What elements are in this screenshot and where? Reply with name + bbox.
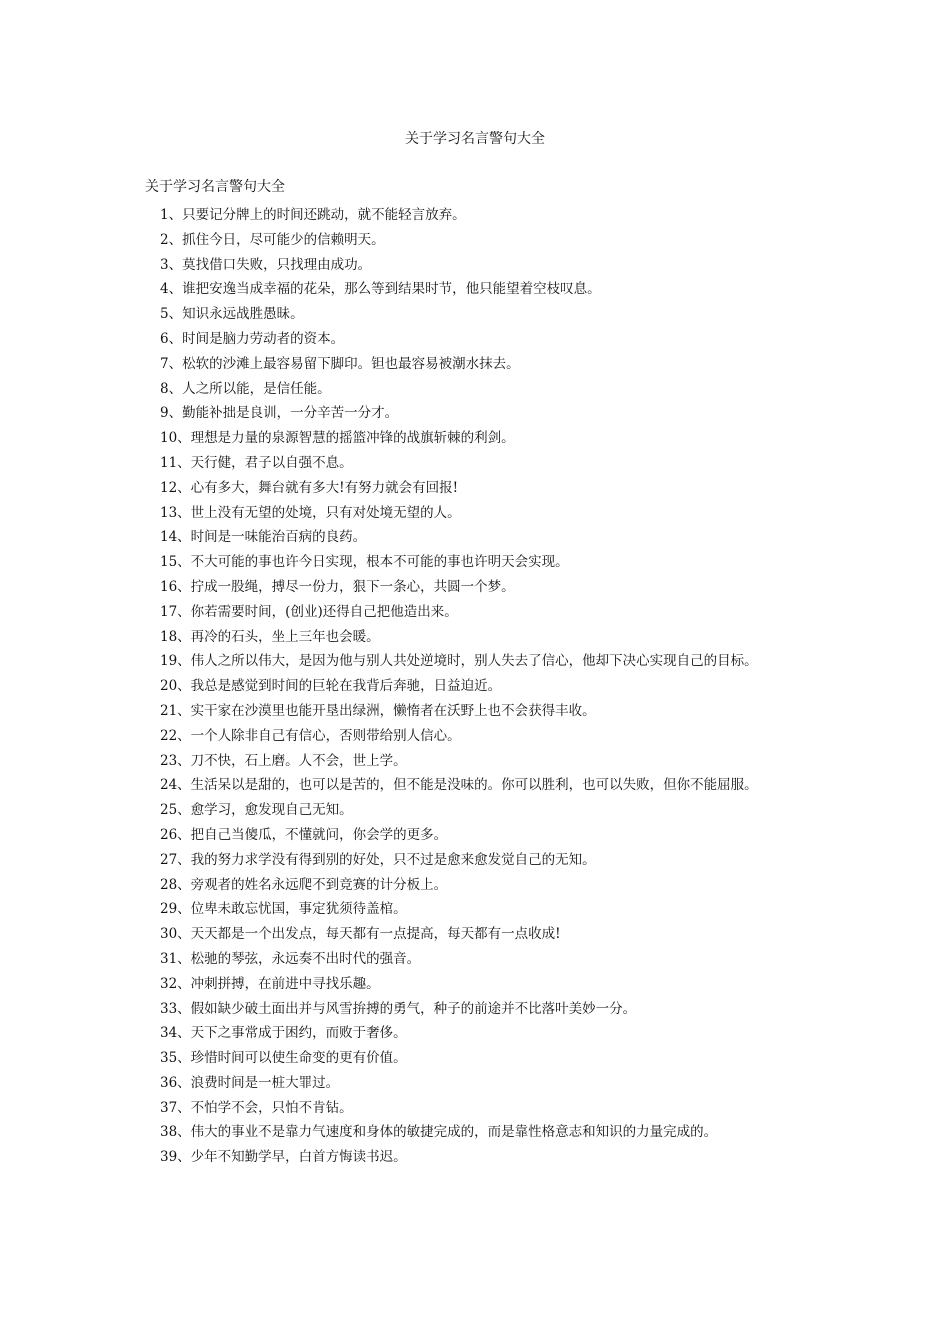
quote-item: 38、伟大的事业不是靠力气速度和身体的敏捷完成的，而是靠性格意志和知识的力量完成的。	[160, 1124, 718, 1141]
quote-item: 9、勤能补拙是良训，一分辛苦一分才。	[160, 405, 399, 422]
quote-item: 2、抓住今日，尽可能少的信赖明天。	[160, 231, 385, 248]
quote-item: 1、只要记分牌上的时间还跳动，就不能轻言放弃。	[160, 207, 466, 223]
quote-item: 18、再冷的石头，坐上三年也会暖。	[160, 628, 380, 645]
quote-item: 3、莫找借口失败，只找理由成功。	[160, 256, 372, 273]
quote-item: 29、位卑未敢忘忧国，事定犹须待盖棺。	[160, 901, 407, 918]
quote-item: 13、世上没有无望的处境，只有对处境无望的人。	[160, 504, 461, 521]
section-heading: 关于学习名言警句大全	[145, 179, 285, 195]
quote-item: 22、一个人除非自己有信心，否则带给别人信心。	[160, 727, 461, 744]
quote-item: 10、理想是力量的泉源智慧的摇篮冲锋的战旗斩棘的利剑。	[160, 430, 515, 447]
quote-item: 12、心有多大，舞台就有多大!有努力就会有回报!	[160, 479, 459, 496]
quote-item: 21、实干家在沙漠里也能开垦出绿洲，懒惰者在沃野上也不会获得丰收。	[160, 702, 596, 719]
quote-item: 23、刀不快，石上磨。人不会，世上学。	[160, 752, 407, 769]
quote-item: 7、松软的沙滩上最容易留下脚印。钽也最容易被潮水抹去。	[160, 355, 520, 372]
quote-item: 30、天天都是一个出发点，每天都有一点提高，每天都有一点收成!	[160, 926, 561, 943]
quote-item: 24、生活呆以是甜的，也可以是苦的，但不能是没味的。你可以胜利，也可以失败，但你不能屈服。	[160, 777, 758, 794]
quote-item: 34、天下之事常成于困约，而败于奢侈。	[160, 1025, 407, 1042]
quote-item: 31、松驰的琴弦，永远奏不出时代的强音。	[160, 950, 421, 967]
quote-item: 5、知识永远战胜愚昧。	[160, 306, 304, 323]
quote-item: 39、少年不知勤学早，白首方悔读书迟。	[160, 1149, 407, 1166]
quote-item: 27、我的努力求学没有得到别的好处，只不过是愈来愈发觉自己的无知。	[160, 851, 596, 868]
document-body	[145, 178, 810, 1170]
quote-item: 6、时间是脑力劳动者的资本。	[160, 330, 345, 347]
quote-item: 35、珍惜时间可以使生命变的更有价值。	[160, 1050, 407, 1067]
quote-item: 4、谁把安逸当成幸福的花朵，那么等到结果时节，他只能望着空枝叹息。	[160, 281, 601, 298]
quote-item: 36、浪费时间是一桩大罪过。	[160, 1074, 340, 1091]
quote-item: 16、拧成一股绳，搏尽一份力，狠下一条心，共圆一个梦。	[160, 578, 515, 595]
document-title: 关于学习名言警句大全	[405, 131, 545, 147]
quote-item: 28、旁观者的姓名永远爬不到竞赛的计分板上。	[160, 876, 448, 893]
quote-item: 20、我总是感觉到时间的巨轮在我背后奔驰，日益迫近。	[160, 678, 502, 695]
quote-item: 33、假如缺少破土面出并与风雪拚搏的勇气，种子的前途并不比落叶美妙一分。	[160, 1000, 637, 1017]
quote-item: 19、伟人之所以伟大，是因为他与别人共处逆境时，别人失去了信心，他却下决心实现自己的目标。	[160, 653, 758, 670]
quote-item: 32、冲刺拼搏，在前进中寻找乐趣。	[160, 975, 380, 992]
quote-item: 26、把自己当傻瓜，不懂就问，你会学的更多。	[160, 826, 448, 843]
quote-list	[145, 203, 810, 1170]
quote-item: 8、人之所以能，是信任能。	[160, 380, 331, 397]
quote-item: 15、不大可能的事也许今日实现，根本不可能的事也许明天会实现。	[160, 554, 569, 571]
quote-item: 17、你若需要时间，(创业)还得自己把他造出来。	[160, 603, 458, 620]
quote-item: 37、不怕学不会，只怕不肯钻。	[160, 1099, 353, 1116]
quote-item: 11、天行健，君子以自强不息。	[160, 454, 353, 471]
quote-item: 25、愈学习，愈发现自己无知。	[160, 802, 353, 819]
quote-item: 14、时间是一味能治百病的良药。	[160, 529, 367, 546]
